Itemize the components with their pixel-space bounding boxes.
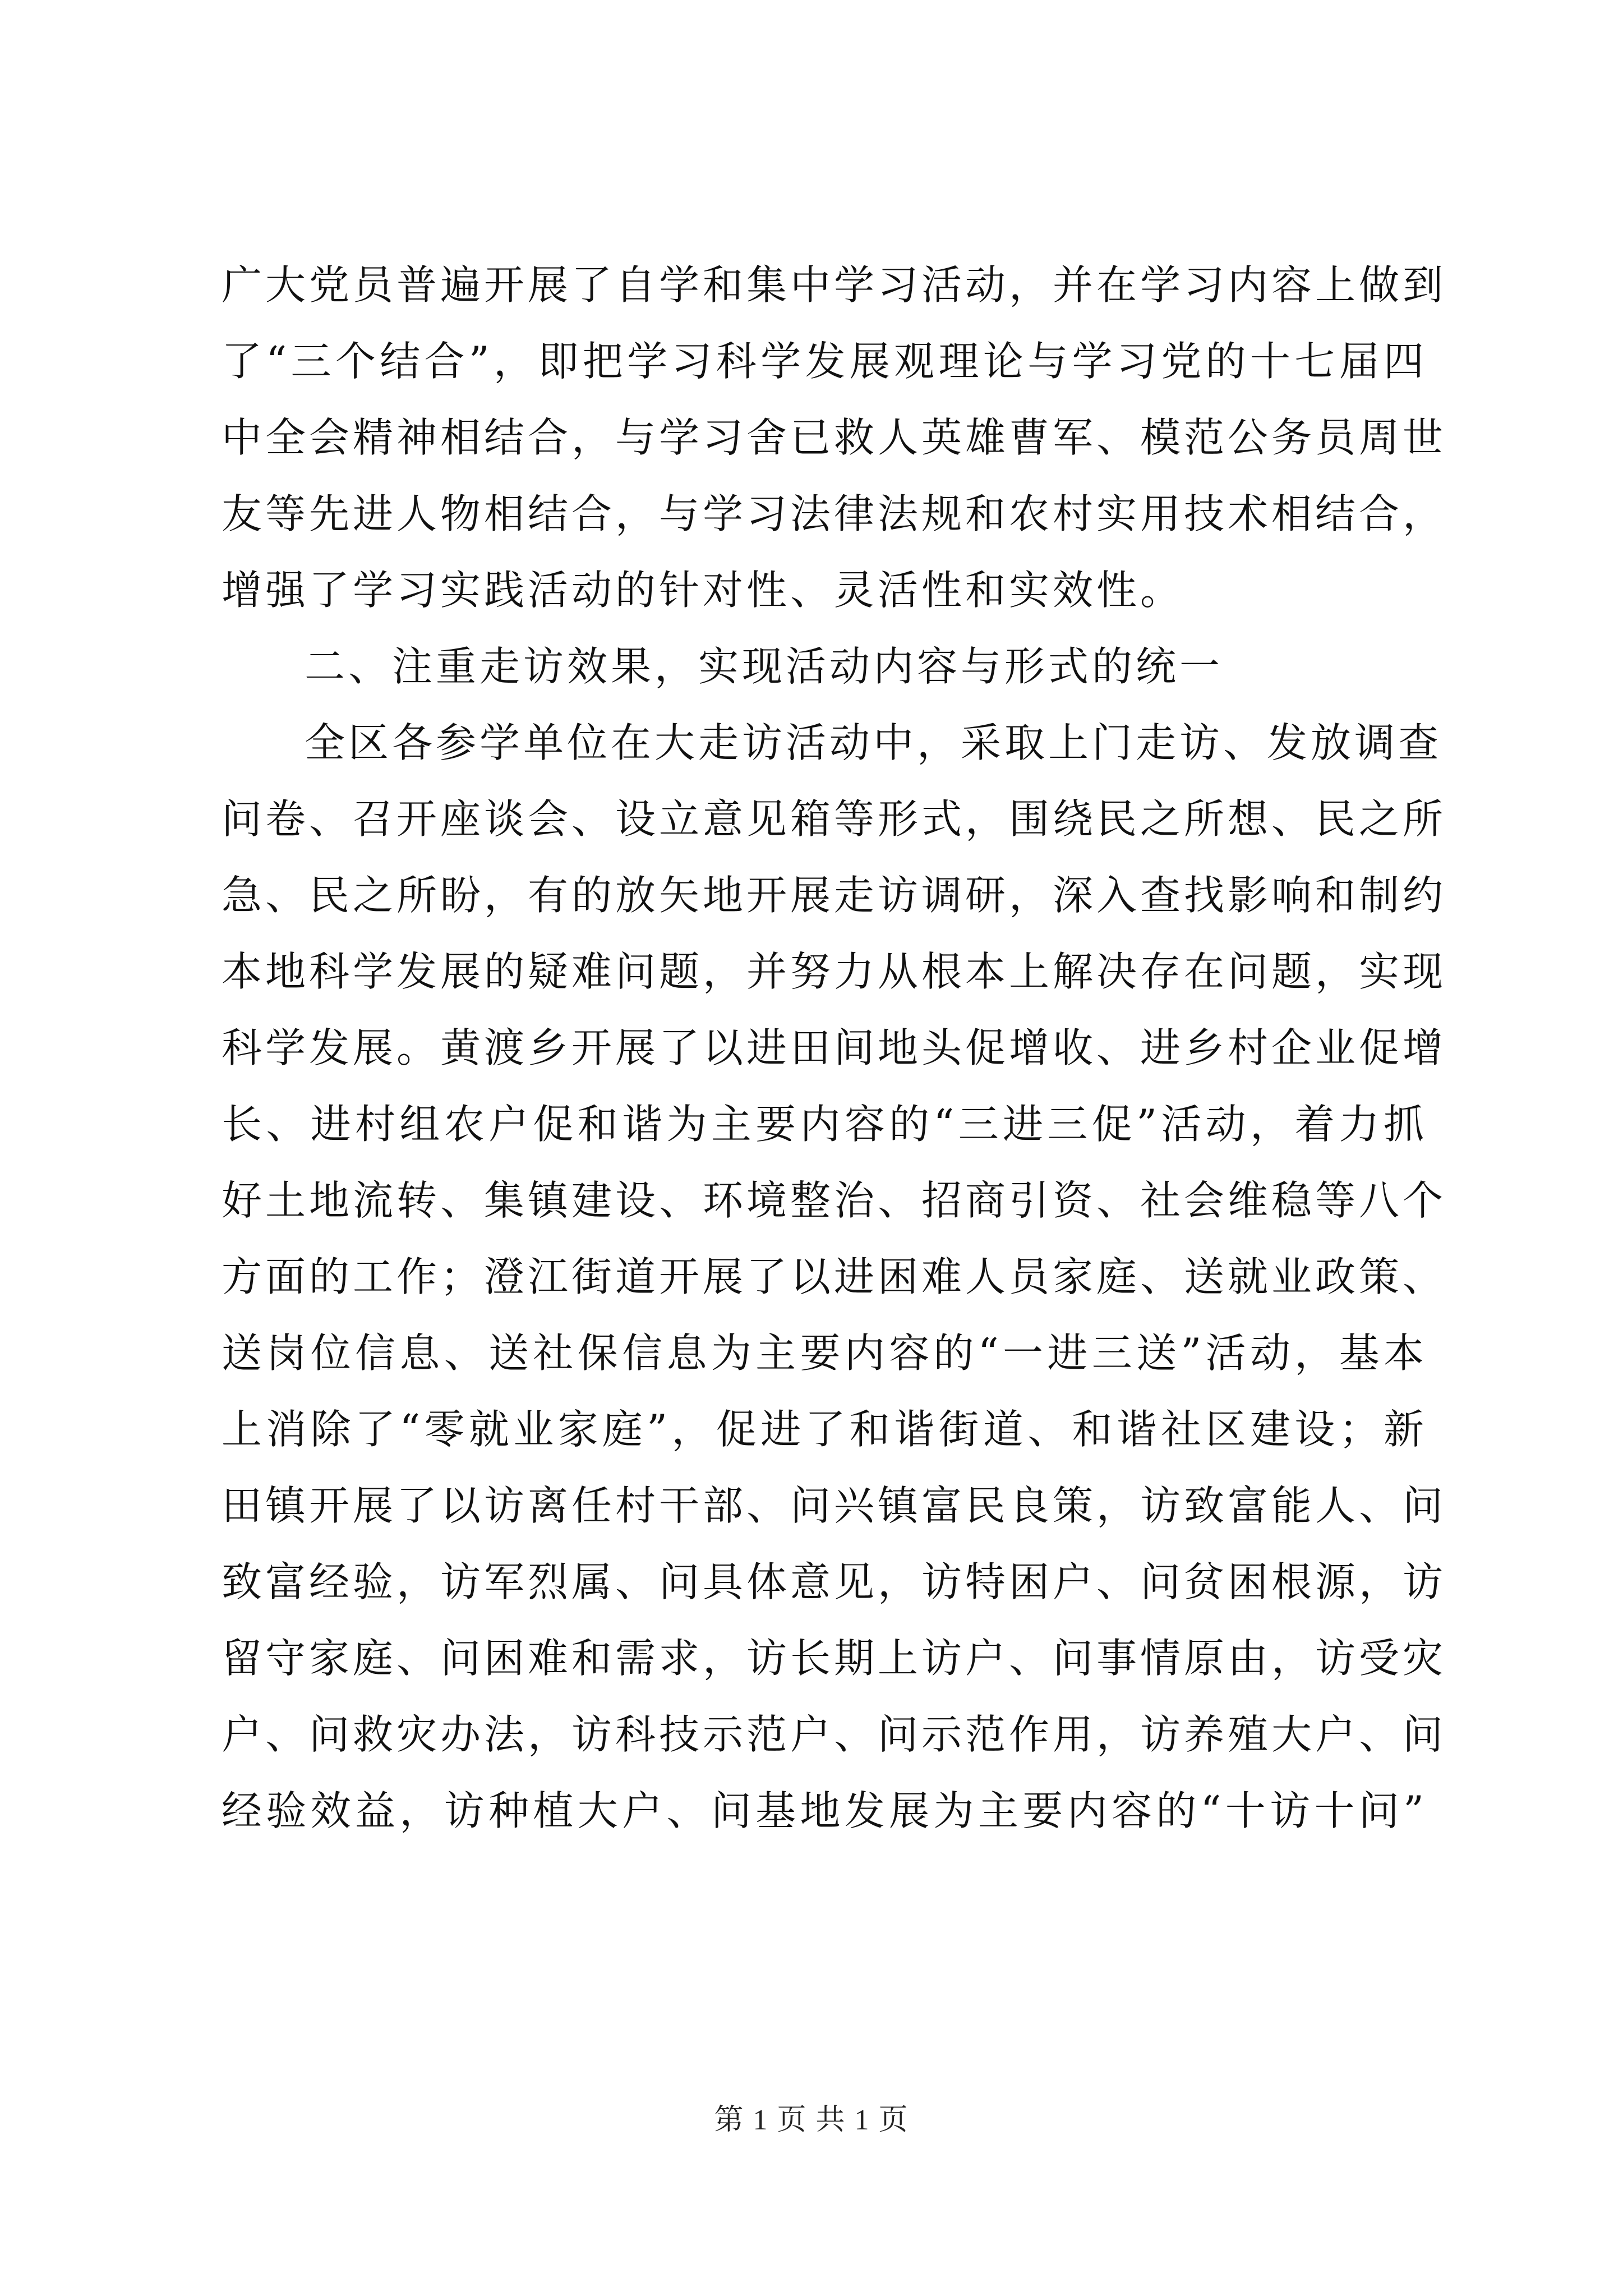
paragraph-line: 方面的工作；澄江街道开展了以进困难人员家庭、送就业政策、 [222,1253,1447,1300]
paragraph-line: 上消除了“零就业家庭”，促进了和谐街道、和谐社区建设；新 [222,1406,1427,1453]
section-heading: 二、注重走访效果，实现活动内容与形式的统一 [305,643,1224,690]
paragraph-line: 友等先进人物相结合，与学习法律法规和农村实用技术相结合， [222,490,1447,537]
paragraph-line: 科学发展。黄渡乡开展了以进田间地头促增收、进乡村企业促增 [222,1024,1447,1071]
paragraph-line: 急、民之所盼，有的放矢地开展走访调研，深入查找影响和制约 [222,872,1447,919]
page-footer: 第 1 页 共 1 页 [714,2104,909,2136]
paragraph-line: 好土地流转、集镇建设、环境整治、招商引资、社会维稳等八个 [222,1177,1447,1224]
paragraph-line: 全区各参学单位在大走访活动中，采取上门走访、发放调查 [305,719,1442,766]
paragraph-line: 长、进村组农户促和谐为主要内容的“三进三促”活动，着力抓 [222,1101,1427,1148]
paragraph-line: 增强了学习实践活动的针对性、灵活性和实效性。 [222,567,1184,614]
paragraph-line: 广大党员普遍开展了自学和集中学习活动，并在学习内容上做到 [222,261,1447,309]
paragraph-line: 了“三个结合”，即把学习科学发展观理论与学习党的十七届四 [222,338,1427,385]
document-body [222,247,1447,1849]
paragraph-line: 经验效益，访种植大户、问基地发展为主要内容的“十访十问” [222,1787,1427,1834]
paragraph-line: 问卷、召开座谈会、设立意见箱等形式，围绕民之所想、民之所 [222,795,1447,843]
paragraph-line: 致富经验，访军烈属、问具体意见，访特困户、问贫困根源，访 [222,1558,1447,1605]
paragraph-line: 田镇开展了以访离任村干部、问兴镇富民良策，访致富能人、问 [222,1482,1447,1529]
paragraph-line: 送岗位信息、送社保信息为主要内容的“一进三送”活动，基本 [222,1329,1427,1377]
paragraph-line: 户、问救灾办法，访科技示范户、问示范作用，访养殖大户、问 [222,1711,1447,1758]
paragraph-line: 中全会精神相结合，与学习舍已救人英雄曹军、模范公务员周世 [222,414,1447,461]
paragraph-line: 留守家庭、问困难和需求，访长期上访户、问事情原由，访受灾 [222,1635,1447,1682]
paragraph-line: 本地科学发展的疑难问题，并努力从根本上解决存在问题，实现 [222,948,1447,995]
